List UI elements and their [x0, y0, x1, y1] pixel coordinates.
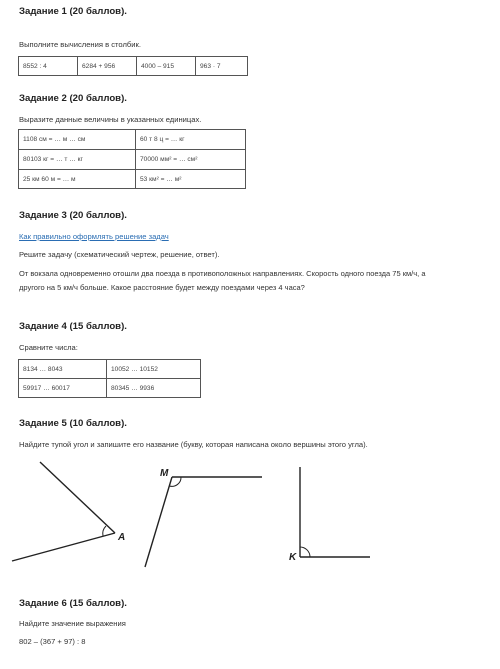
task3-problem-line: другого на 5 км/ч больше. Какое расстояние будет между поездами через 4 часа?: [19, 283, 305, 292]
task1-cell: 4000 – 915: [137, 57, 196, 76]
task2-cell: 70000 мм² = … см²: [136, 150, 246, 170]
task6-expression: 802 – (367 + 97) : 8: [19, 637, 86, 646]
task4-title: Задание 4 (15 баллов).: [19, 321, 127, 332]
angle-label-m: M: [160, 468, 169, 479]
task1-cell: 6284 + 956: [78, 57, 137, 76]
angle-label-k: K: [289, 552, 297, 563]
task1-instruction: Выполните вычисления в столбик.: [19, 40, 141, 49]
task4-cell: 8134 … 8043: [19, 360, 107, 379]
solution-guide-link[interactable]: Как правильно оформлять решение задач: [19, 232, 169, 241]
task3-title: Задание 3 (20 баллов).: [19, 210, 127, 221]
angle-m: [145, 477, 262, 567]
task2-instruction: Выразите данные величины в указанных единицах.: [19, 115, 202, 124]
task6-instruction: Найдите значение выражения: [19, 619, 126, 628]
task1-title: Задание 1 (20 баллов).: [19, 6, 127, 17]
task1-table: [18, 56, 248, 76]
task1-cell: 963 · 7: [196, 57, 248, 76]
task3-problem-line: От вокзала одновременно отошли два поезда в противоположных направлениях. Скорость одного поезда 75 км/ч, а: [19, 269, 426, 278]
task4-cell: 80345 … 9936: [107, 379, 201, 398]
task2-table: [18, 129, 246, 189]
task5-instruction: Найдите тупой угол и запишите его название (букву, которая написана около вершины этого угла).: [19, 440, 368, 449]
task2-cell: 53 км² = … м²: [136, 170, 246, 189]
task1-cell: 8552 : 4: [19, 57, 78, 76]
task4-table: [18, 359, 201, 398]
angle-label-a: A: [118, 532, 126, 543]
task3-instruction: Решите задачу (схематический чертеж, решение, ответ).: [19, 250, 220, 259]
task2-cell: 25 км 60 м = … м: [19, 170, 136, 189]
task2-cell: 80103 кг = … т … кг: [19, 150, 136, 170]
task6-title: Задание 6 (15 баллов).: [19, 598, 127, 609]
task2-cell: 60 т 8 ц = … кг: [136, 130, 246, 150]
task2-cell: 1108 см = … м … см: [19, 130, 136, 150]
task4-instruction: Сравните числа:: [19, 343, 78, 352]
task5-title: Задание 5 (10 баллов).: [19, 418, 127, 429]
angle-a: [12, 462, 115, 561]
angle-k: [300, 467, 370, 557]
task4-cell: 10052 … 10152: [107, 360, 201, 379]
task2-title: Задание 2 (20 баллов).: [19, 93, 127, 104]
task4-cell: 59917 … 60017: [19, 379, 107, 398]
angles-diagram: [0, 455, 500, 575]
